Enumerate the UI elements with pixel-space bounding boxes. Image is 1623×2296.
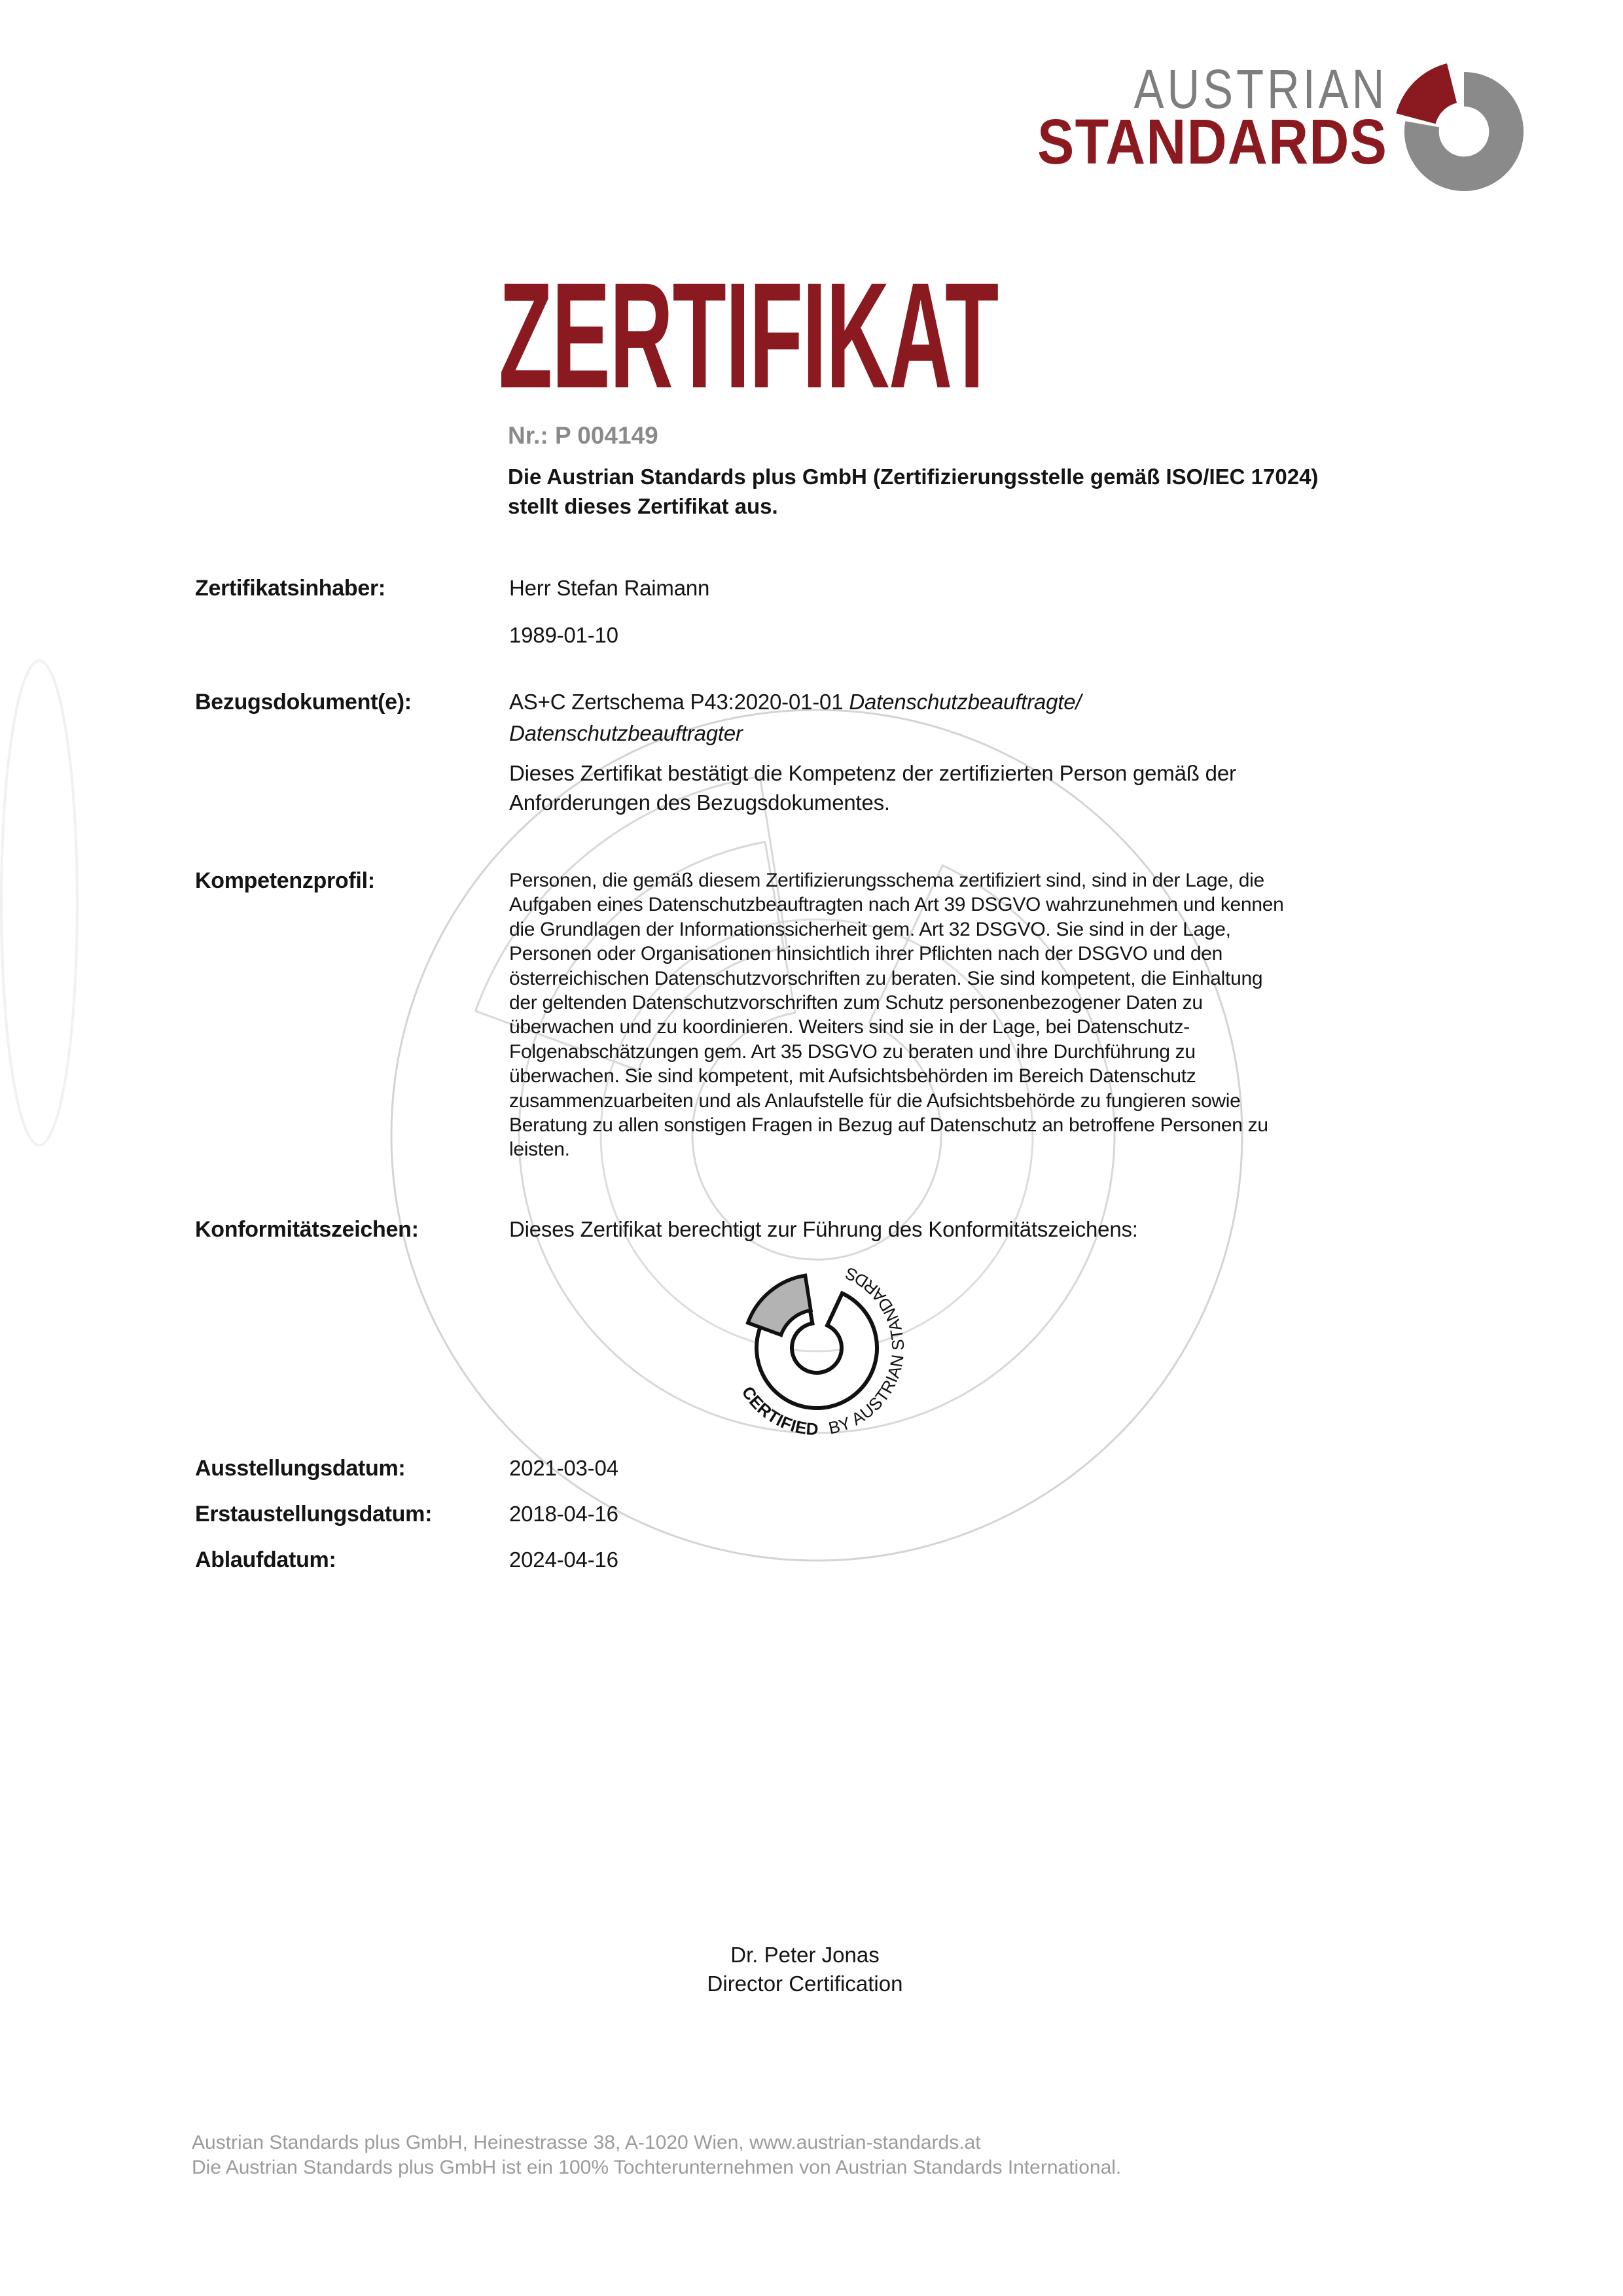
footer-company-line: Die Austrian Standards plus GmbH ist ein 100% Tochterunternehmen von Austrian Standards International. (192, 2156, 1122, 2178)
first-issue-date-label: Erstaustellungsdatum: (195, 1502, 433, 1527)
austrian-standards-logo (985, 58, 1387, 178)
signature-block (556, 1941, 1054, 1998)
issuer-statement (508, 462, 1318, 521)
footer (192, 2130, 1121, 2180)
signature-title: Director Certification (707, 1971, 903, 1996)
expiry-date-value: 2024-04-16 (509, 1547, 618, 1572)
reference-italic-part2: Datenschutzbeauftragter (509, 721, 743, 745)
expiry-date-label: Ablaufdatum: (195, 1547, 336, 1572)
issuer-statement-line1: Die Austrian Standards plus GmbH (Zertifizierungsstelle gemäß ISO/IEC 17024) (508, 465, 1319, 489)
austrian-standards-ring-icon (1389, 56, 1539, 207)
page-title: ZERTIFIKAT (499, 251, 999, 419)
issuer-statement-line2: stellt dieses Zertifikat aus. (508, 494, 778, 518)
reference-italic-part1: Datenschutzbeauftragte/ (849, 690, 1082, 714)
logo-word-austrian: AUSTRIAN (1133, 58, 1387, 120)
reference-note-line1: Dieses Zertifikat bestätigt die Kompetenz der zertifizierten Person gemäß der (509, 761, 1236, 785)
seal-text-by-austrian-standards: BY AUSTRIAN STANDARDS (827, 1263, 908, 1438)
issue-date-label: Ausstellungsdatum: (195, 1456, 406, 1481)
issue-date-value: 2021-03-04 (509, 1456, 618, 1480)
reference-value (509, 690, 1081, 715)
first-issue-date-value: 2018-04-16 (509, 1502, 618, 1526)
conformity-label: Konformitätszeichen: (195, 1217, 419, 1242)
reference-label: Bezugsdokument(e): (195, 690, 412, 715)
certificate-number: Nr.: P 004149 (508, 422, 658, 449)
holder-name: Herr Stefan Raimann (509, 576, 710, 600)
signature-name: Dr. Peter Jonas (730, 1943, 880, 1967)
logo-word-standards: STANDARDS (1037, 106, 1387, 178)
competence-label: Kompetenzprofil: (195, 868, 375, 893)
reference-note-line2: Anforderungen des Bezugsdokumentes. (509, 790, 890, 815)
seal-text-certified: CERTIFIED (738, 1383, 819, 1439)
reference-scheme: AS+C Zertschema P43:2020-01-01 (509, 690, 849, 714)
holder-label: Zertifikatsinhaber: (195, 576, 385, 601)
competence-text: Personen, die gemäß diesem Zertifizierungsschema zertifiziert sind, sind in der Lage, die Aufgaben eines Datenschutzbeauftragten nach Art 39 DSGVO wahrzunehmen und kennen die Grundlagen der Informationssicherheit gem. Art 32 DSGVO. Sie sind in der Lage, Personen oder Organisationen hinsichtlich ihrer Pflichten nach der DSGVO und den österreichischen Datenschutzvorschriften zu beraten. Sie sind kompetent, die Einhaltung der geltenden Datenschutzvorschriften zum Schutz personenbezogener Daten zu überwachen und zu koordinieren. Weiters sind sie in der Lage, bei Datenschutz-Folgenabschätzungen gem. Art 35 DSGVO zu beraten und ihre Durchführung zu überwachen. Sie sind kompetent, mit Aufsichtsbehörden im Bereich Datenschutz zusammenzuarbeiten und als Anlaufstelle für die Aufsichtsbehörde zu fungieren sowie Beratung zu allen sonstigen Fragen in Bezug auf Datenschutz an betroffene Personen zu leisten. (509, 870, 1284, 1161)
holder-birthdate: 1989-01-10 (509, 623, 618, 647)
footer-address-line: Austrian Standards plus GmbH, Heinestrasse 38, A-1020 Wien, www.austrian-standards.at (192, 2132, 981, 2153)
conformity-text: Dieses Zertifikat berechtigt zur Führung des Konformitätszeichens: (509, 1217, 1138, 1241)
certified-by-austrian-standards-seal (719, 1250, 915, 1446)
